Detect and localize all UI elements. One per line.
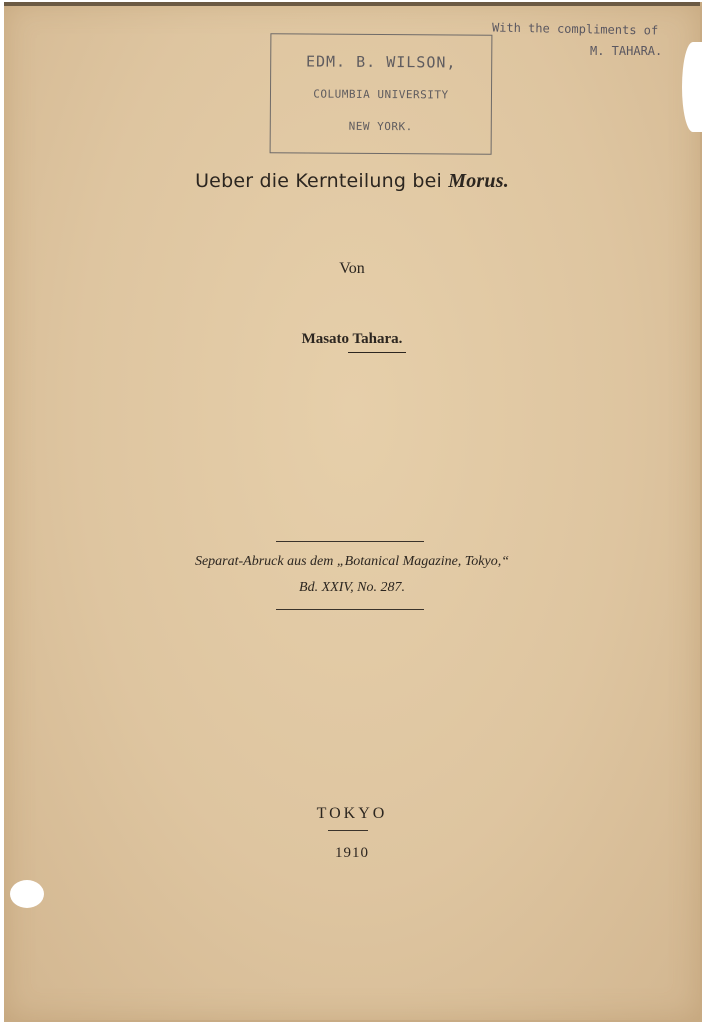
paper-title (4, 170, 700, 193)
compliments-line: With the compliments of (491, 20, 659, 38)
reprint-volume: Bd. XXIV, No. 287. (299, 580, 405, 595)
document-page (4, 2, 702, 1022)
stamp-institution: COLUMBIA UNIVERSITY (313, 87, 449, 102)
title-text: Ueber die Kernteilung bei (195, 170, 442, 192)
bottom-rule (276, 609, 424, 610)
publication-year: 1910 (335, 845, 369, 861)
page-top-edge (4, 2, 700, 6)
compliments-signature: M. TAHARA. (590, 44, 663, 58)
author-name: Masato Tahara. (301, 331, 403, 347)
top-rule (276, 541, 424, 542)
paper-hole (10, 880, 44, 908)
library-stamp (270, 33, 493, 155)
stamp-name: EDM. B. WILSON, (305, 52, 457, 72)
stamp-city: NEW YORK. (348, 119, 413, 134)
author-underline (348, 352, 406, 353)
torn-edge (682, 42, 704, 132)
by-label: Von (339, 260, 365, 277)
title-genus: Morus. (448, 170, 509, 192)
reprint-source: Separat-Abruck aus dem „Botanical Magazine, Tokyo,“ (194, 554, 510, 569)
place-rule (328, 830, 368, 831)
publication-place: TOKYO (316, 805, 388, 822)
